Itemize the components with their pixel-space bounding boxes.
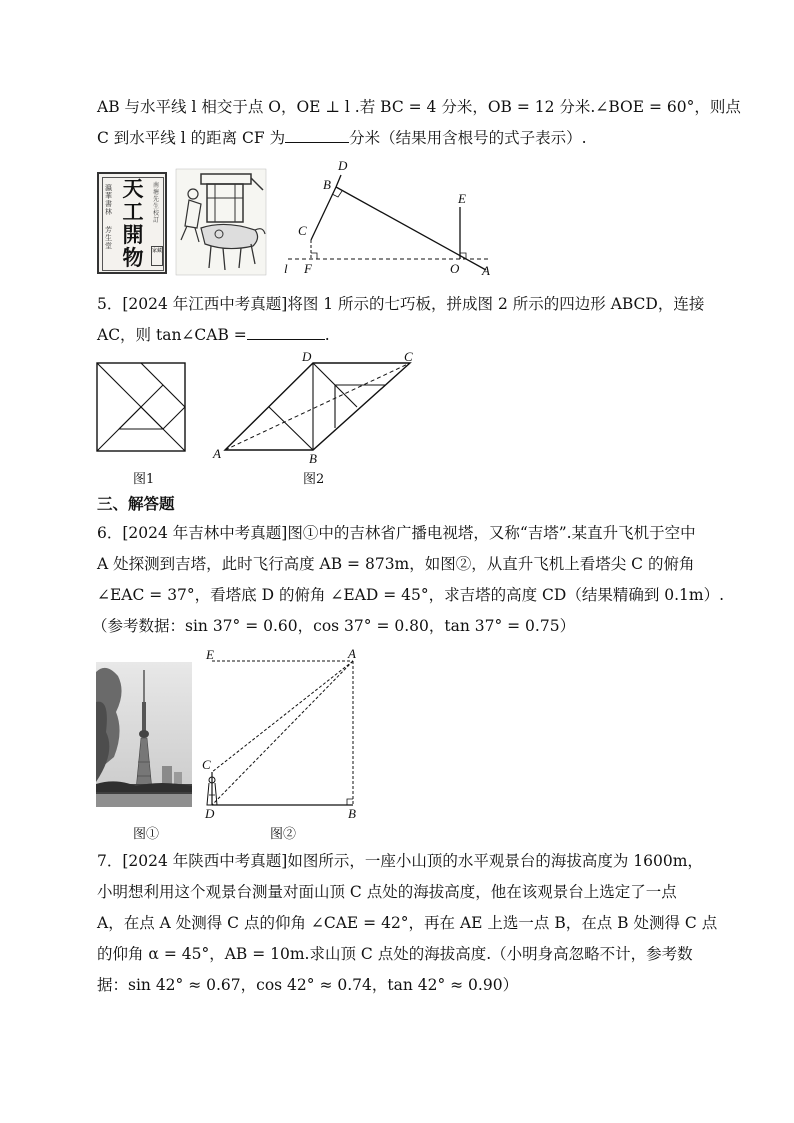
segment-BC <box>311 187 336 240</box>
q6-fig2-caption: 图② <box>270 827 297 842</box>
label-A: A <box>213 446 221 461</box>
q5-fig2-caption: 图2 <box>303 472 325 487</box>
woodcut-illustration <box>175 168 267 276</box>
label-B: B <box>309 451 317 466</box>
book-right-text: 南塘先生校訂 <box>153 182 160 224</box>
label-D: D <box>338 158 348 173</box>
q5-text-line-2a: AC，则 tan∠CAB = <box>97 326 247 344</box>
q4-text-line-2a: C 到水平线 l 的距离 CF 为 <box>97 129 286 147</box>
right-angle-B <box>347 799 353 805</box>
diagonal-AC <box>225 363 410 450</box>
book-cover-image <box>97 172 167 274</box>
q6-text-line-3: ∠EAC = 37°，看塔底 D 的俯角 ∠EAD = 45°，求吉塔的高度 CD（结果精确到 0.1m）. <box>97 586 725 604</box>
right-angle-F <box>311 253 317 259</box>
book-left-text: 瀛華書林 <box>105 184 112 216</box>
q5-fig1-caption: 图1 <box>133 472 155 487</box>
label-A: A <box>482 263 490 278</box>
line-AC <box>212 661 353 772</box>
q4-geometry-figure <box>278 155 498 280</box>
q4-answer-blank <box>285 128 349 143</box>
q7-text-line-1: 7．[2024 年陕西中考真题]如图所示，一座小山顶的水平观景台的海拔高度为 1600m， <box>97 852 703 870</box>
label-D: D <box>205 806 215 820</box>
section-3-title: 三、解答题 <box>97 495 175 513</box>
q5-fig2-quadrilateral <box>210 350 420 470</box>
q6-text-line-4: （参考数据：sin 37° = 0.60，cos 37° = 0.80，tan 37° = 0.75） <box>92 617 576 635</box>
q5-answer-blank <box>247 325 325 340</box>
q6-text-line-2: A 处探测到吉塔，此时飞行高度 AB = 873m，如图②，从直升飞机上看塔尖 C 的俯角 <box>97 555 695 573</box>
q5-text-line-2 <box>97 325 707 345</box>
label-C: C <box>298 223 307 238</box>
book-stamp: 家藏 <box>151 246 163 266</box>
label-B: B <box>323 177 331 192</box>
label-C: C <box>202 757 211 772</box>
q7-text-line-3: A，在点 A 处测得 C 点的仰角 ∠CAE = 42°，再在 AE 上选一点 B，在点 B 处测得 C 点 <box>97 914 718 932</box>
label-E: E <box>458 191 466 206</box>
label-E: E <box>206 647 214 662</box>
q7-text-line-2: 小明想利用这个观景台测量对面山顶 C 点处的海拔高度，他在该观景台上选定了一点 <box>97 883 677 901</box>
q4-text-line-2b: 分米（结果用含根号的式子表示）. <box>349 129 587 147</box>
label-D: D <box>302 350 312 364</box>
label-A: A <box>348 646 356 661</box>
q7-text-line-4: 的仰角 α = 45°，AB = 10m.求山顶 C 点处的海拔高度.（小明身高忽略不计，参考数 <box>97 945 693 963</box>
label-C: C <box>404 350 413 364</box>
label-F: F <box>304 261 312 276</box>
q5-text-line-1: 5．[2024 年江西中考真题]将图 1 所示的七巧板，拼成图 2 所示的四边形 ABCD，连接 <box>97 295 705 313</box>
segment-BD <box>336 175 341 187</box>
book-left-text-2: 芳生堂 <box>105 226 112 250</box>
q7-text-line-5: 据：sin 42° ≈ 0.67，cos 42° ≈ 0.74，tan 42° ≈ 0.90） <box>97 976 519 994</box>
q4-text-line-1: AB 与水平线 l 相交于点 O，OE ⊥ l .若 BC = 4 分米，OB = 12 分米.∠BOE = 60°，则点 <box>97 98 741 116</box>
tv-tower-photo <box>96 662 192 807</box>
label-O: O <box>450 261 460 276</box>
q6-fig1-caption: 图① <box>133 827 160 842</box>
label-l: l <box>284 261 288 276</box>
q4-text-line-2 <box>97 128 707 148</box>
q6-text-line-1: 6．[2024 年吉林中考真题]图①中的吉林省广播电视塔，又称“吉塔”.某直升飞机于空中 <box>97 524 696 542</box>
line-AD <box>212 661 353 805</box>
label-B: B <box>348 806 356 820</box>
q5-fig1-tangram <box>96 362 188 454</box>
q6-geometry-figure <box>198 645 368 820</box>
q5-text-line-2b: . <box>324 326 330 344</box>
book-title: 天工開物 <box>122 177 144 270</box>
